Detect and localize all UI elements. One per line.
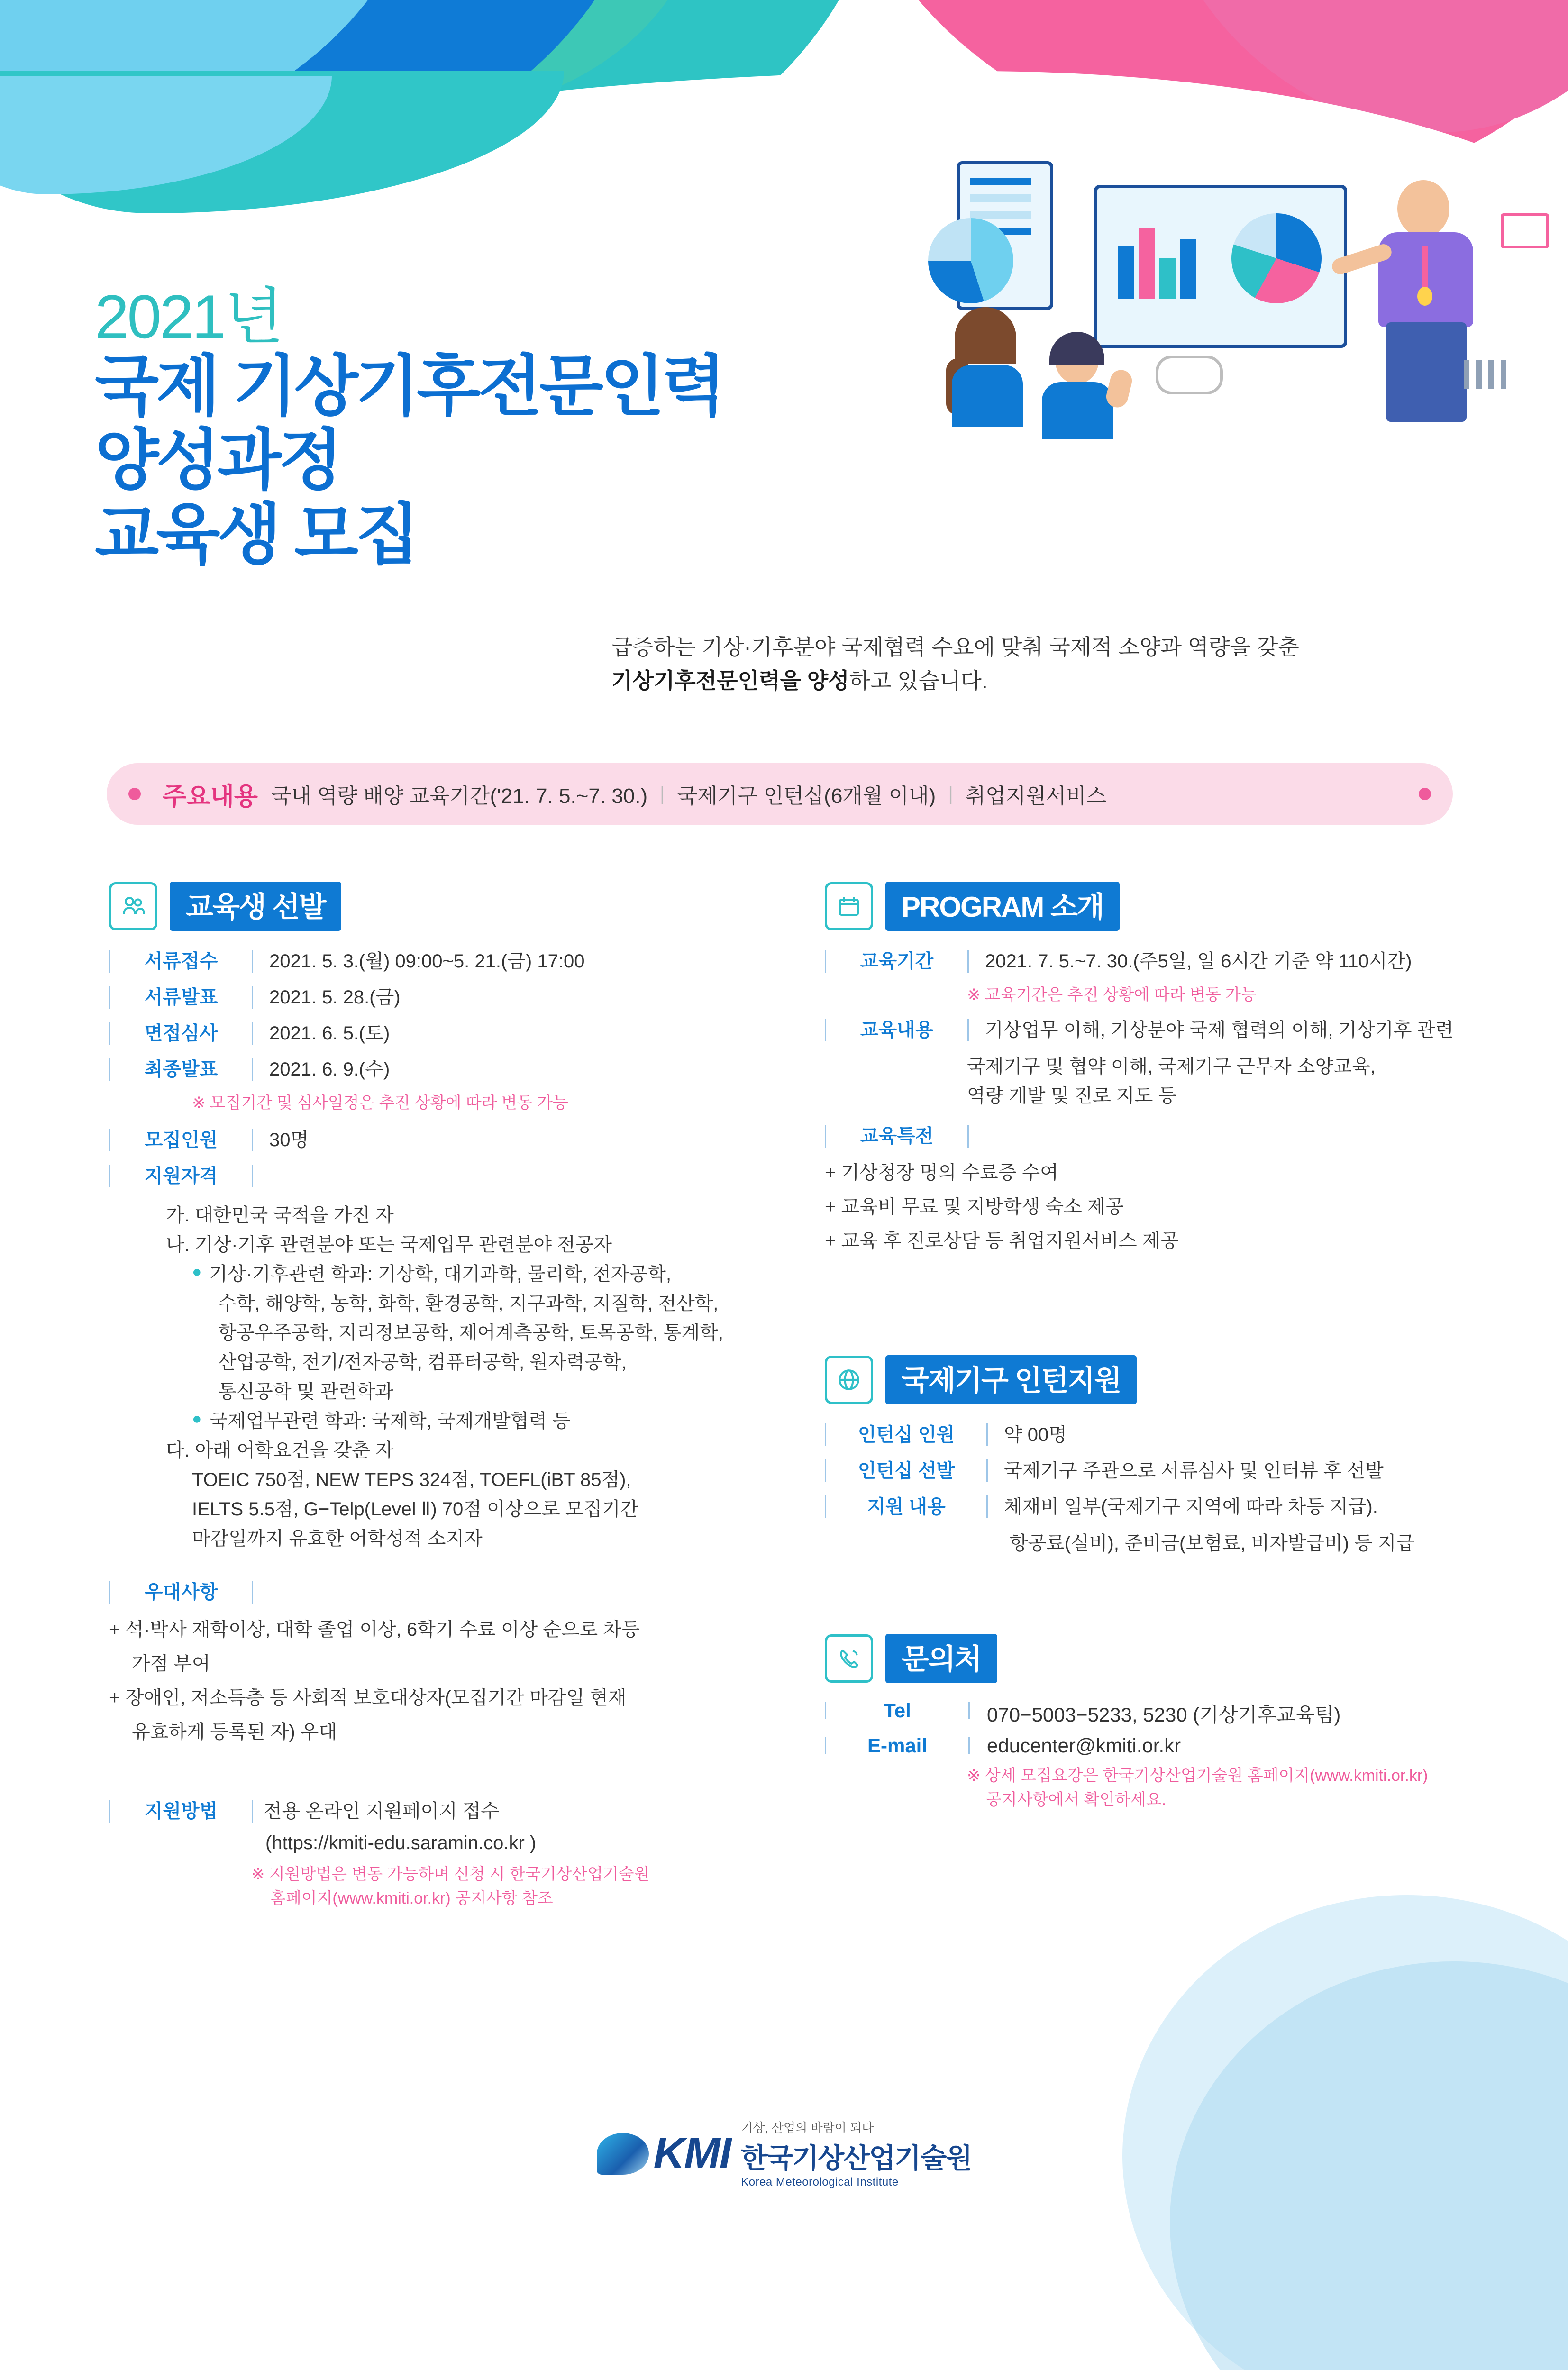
kmi-logo-text: KMI: [653, 2129, 731, 2178]
qualification-c: 다. 아래 어학요건을 갖춘 자: [166, 1440, 394, 1461]
bullet-1-head: 기상·기후관련 학과:: [209, 1264, 373, 1285]
row-label: 최종발표: [109, 1055, 253, 1084]
bullet-1-line-2: 수학, 해양학, 농학, 화학, 환경공학, 지구과학, 지질학, 전산학,: [218, 1293, 719, 1314]
apply-value-line-1: 전용 온라인 지원페이지 접수: [264, 1801, 500, 1822]
bullet-2-text: 국제업무관련 학과: 국제학, 국제개발협력 등: [209, 1411, 571, 1431]
schedule-row: [109, 947, 796, 975]
bar-chart-icon: [1464, 360, 1511, 389]
kmi-org-english: Korea Meteorological Institute: [741, 2176, 899, 2188]
headcount-row: [109, 1126, 796, 1154]
highlight-item-2: 국제기구 인턴십(6개월 이내): [677, 784, 936, 808]
schedule-note: ※ 모집기간 및 심사일정은 추진 상황에 따라 변동 가능: [192, 1094, 568, 1112]
internship-header: [825, 1355, 1488, 1404]
program-content-row: [825, 1016, 1488, 1044]
apply-note-line-2: 홈페이지(www.kmiti.or.kr) 공지사항 참조: [270, 1889, 553, 1907]
program-period-row: [825, 947, 1488, 975]
people-icon: [109, 882, 157, 930]
apply-label: 지원방법: [109, 1797, 253, 1825]
highlight-bar: [107, 763, 1453, 825]
bullet-icon: ●: [192, 1410, 202, 1428]
doc-line-1: [970, 178, 1031, 185]
envelope-icon: [1501, 213, 1549, 248]
internship-label: 인턴십 인원: [825, 1421, 988, 1449]
program-benefit-item-3: + 교육 후 진로상담 등 취업지원서비스 제공: [825, 1231, 1179, 1251]
globe-icon: [825, 1356, 873, 1404]
kmi-org-korean: 한국기상산업기술원: [741, 2143, 972, 2174]
bullet-1-line-4: 산업공학, 전기/전자공학, 컴퓨터공학, 원자력공학,: [218, 1352, 627, 1373]
audience-figure-2: [1037, 337, 1132, 427]
program-benefit-row: [825, 1122, 1488, 1150]
calendar-icon: [825, 882, 873, 930]
phone-icon: [825, 1634, 873, 1683]
highlight-item-3: 취업지원서비스: [965, 784, 1107, 808]
dot-icon-right: [1419, 788, 1431, 800]
highlight-bar-label: 주요내용: [163, 783, 258, 811]
row-label: 서류접수: [109, 947, 253, 975]
highlight-item-1: 국내 역량 배양 교육기간('21. 7. 5.~7. 30.): [271, 784, 648, 808]
lead-bold: 기상기후전문인력을 양성: [611, 668, 849, 693]
program-period-label: 교육기간: [825, 947, 969, 975]
bar-3: [1159, 258, 1176, 299]
contact-tel-label: Tel: [825, 1699, 970, 1722]
qualification-b: 나. 기상·기후 관련분야 또는 국제업무 관련분야 전공자: [166, 1234, 612, 1255]
selection-header: [109, 882, 796, 931]
preference-row: [109, 1578, 796, 1606]
row-label: 서류발표: [109, 983, 253, 1012]
poster-title-line-1: 국제 기상기후전문인력: [95, 348, 723, 423]
poster-lead-text: [611, 630, 1446, 698]
apply-url[interactable]: (https://kmiti-edu.saramin.co.kr ): [265, 1832, 537, 1853]
contact-header: [825, 1634, 1488, 1683]
internship-title: 국제기구 인턴지원: [885, 1355, 1137, 1404]
lead-line-1: 급증하는 기상·기후분야 국제협력 수요에 맞춰 국제적 소양과 역량을 갖춘: [611, 635, 1299, 659]
program-title: PROGRAM 소개: [885, 882, 1120, 931]
qualification-c-line-2: IELTS 5.5점, G−Telp(Level Ⅱ) 70점 이상으로 모집기간: [192, 1499, 639, 1520]
program-period-value: 2021. 7. 5.~7. 30.(주5일, 일 6시간 기준 약 110시간): [985, 951, 1412, 972]
doc-line-2: [970, 194, 1031, 202]
internship-row: [825, 1421, 1488, 1449]
highlight-separator-2: |: [948, 783, 953, 804]
qualification-row: [109, 1162, 796, 1190]
preference-item-2: + 장애인, 저소득층 등 사회적 보호대상자(모집기간 마감일 현재: [109, 1687, 627, 1708]
headcount-label: 모집인원: [109, 1126, 253, 1154]
bar-4: [1180, 239, 1196, 299]
qualification-c-line-1: TOEIC 750점, NEW TEPS 324점, TOEFL(iBT 85점),: [192, 1469, 631, 1490]
poster-title-line-3: 교육생 모집: [95, 497, 417, 572]
program-benefit-item-2: + 교육비 무료 및 지방학생 숙소 제공: [825, 1196, 1124, 1217]
bullet-1-line-3: 항공우주공학, 지리정보공학, 제어계측공학, 토목공학, 통계학,: [218, 1322, 724, 1343]
program-header: [825, 882, 1488, 931]
right-column: [825, 882, 1488, 1812]
preference-label: 우대사항: [109, 1578, 253, 1606]
row-value: 2021. 5. 28.(금): [269, 987, 401, 1008]
presentation-illustration: [947, 156, 1516, 422]
contact-email-value[interactable]: educenter@kmiti.or.kr: [987, 1734, 1181, 1757]
internship-row: [825, 1493, 1488, 1521]
dot-icon-left: [128, 788, 141, 800]
contact-email-label: E-mail: [825, 1734, 970, 1757]
contact-tel-row: [825, 1699, 1488, 1728]
schedule-row: [109, 1019, 796, 1048]
speech-bubble-icon: [1156, 356, 1223, 394]
internship-label: 지원 내용: [825, 1493, 988, 1521]
kmi-logo-mark-icon: [597, 2133, 649, 2175]
schedule-row: [109, 1055, 796, 1084]
program-benefit-label: 교육특전: [825, 1122, 969, 1150]
qualification-b-bullet-1: [192, 1259, 796, 1289]
contact-title: 문의처: [885, 1634, 997, 1683]
preference-item-2-cont: 유효하게 등록된 자) 우대: [132, 1722, 337, 1742]
program-content-label: 교육내용: [825, 1016, 969, 1044]
bullet-1-line-5: 통신공학 및 관련학과: [218, 1381, 393, 1402]
highlight-separator-1: |: [660, 783, 665, 804]
selection-section: [109, 882, 796, 1911]
program-content-line-2: 국제기구 및 협약 이해, 국제기구 근무자 소양교육,: [967, 1056, 1376, 1077]
apply-row: [109, 1797, 796, 1825]
poster-year: 2021년: [95, 282, 282, 351]
internship-value: 약 00명: [1004, 1424, 1067, 1445]
qualification-b-bullet-2: [192, 1406, 796, 1436]
footer-logo: [0, 2118, 1568, 2189]
bar-2: [1139, 228, 1155, 299]
headcount-value: 30명: [269, 1130, 309, 1150]
internship-value: 국제기구 주관으로 서류심사 및 인터뷰 후 선발: [1004, 1460, 1384, 1481]
kmi-slogan: 기상, 산업의 바람이 되다: [741, 2121, 874, 2135]
bullet-1-line-1: 기상학, 대기과학, 물리학, 전자공학,: [378, 1264, 672, 1285]
apply-note-line-1: ※ 지원방법은 변동 가능하며 신청 시 한국기상산업기술원: [251, 1865, 650, 1883]
program-period-note: ※ 교육기간은 추진 상황에 따라 변동 가능: [967, 986, 1257, 1004]
row-value: 2021. 6. 9.(수): [269, 1059, 390, 1080]
program-content-line-1: 기상업무 이해, 기상분야 국제 협력의 이해, 기상기후 관련: [985, 1020, 1454, 1040]
contact-email-row: [825, 1734, 1488, 1757]
poster-headline: [95, 284, 995, 572]
poster-title-line-2: 양성과정: [95, 423, 340, 498]
bar-1: [1118, 246, 1134, 299]
qualification-label: 지원자격: [109, 1162, 253, 1190]
internship-row: [825, 1457, 1488, 1485]
program-content-line-3: 역량 개발 및 진로 지도 등: [967, 1085, 1176, 1106]
contact-tel-value: 070−5003−5233, 5230 (기상기후교육팀): [987, 1704, 1341, 1726]
bullet-icon: ●: [192, 1263, 202, 1281]
internship-label: 인턴십 선발: [825, 1457, 988, 1485]
pie-chart-icon: [1231, 213, 1322, 303]
selection-title: 교육생 선발: [170, 882, 341, 931]
row-value: 2021. 5. 3.(월) 09:00~5. 21.(금) 17:00: [269, 951, 585, 972]
row-label: 면접심사: [109, 1019, 253, 1048]
lead-tail: 하고 있습니다.: [849, 668, 988, 693]
qualification-a: 가. 대한민국 국적을 가진 자: [166, 1205, 394, 1226]
preference-item-1: + 석·박사 재학이상, 대학 졸업 이상, 6학기 수료 이상 순으로 차등: [109, 1619, 640, 1640]
contact-note-line-1: ※ 상세 모집요강은 한국기상산업기술원 홈페이지(www.kmiti.or.kr): [967, 1767, 1428, 1785]
program-benefit-item-1: + 기상청장 명의 수료증 수여: [825, 1162, 1058, 1183]
row-value: 2021. 6. 5.(토): [269, 1023, 390, 1044]
preference-item-1-cont: 가점 부여: [132, 1653, 210, 1674]
internship-value: 체재비 일부(국제기구 지역에 따라 차등 지급).: [1004, 1496, 1378, 1517]
contact-note-line-2: 공지사항에서 확인하세요.: [986, 1791, 1167, 1809]
doc-line-3: [970, 211, 1031, 219]
internship-support-extra: 항공료(실비), 준비금(보험료, 비자발급비) 등 지급: [1010, 1533, 1415, 1554]
schedule-row: [109, 983, 796, 1012]
qualification-c-line-3: 마감일까지 유효한 어학성적 소지자: [192, 1528, 483, 1549]
